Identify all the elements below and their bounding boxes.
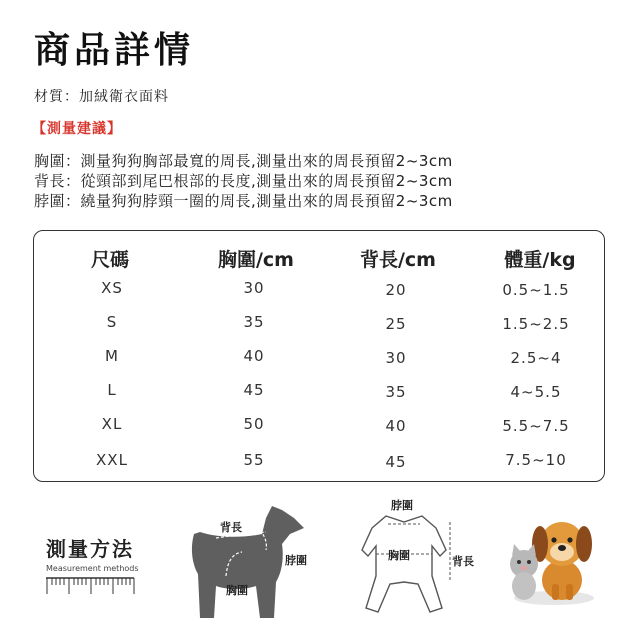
garment-label-neck: 脖圍: [391, 499, 413, 512]
table-cell: M: [105, 347, 119, 365]
table-cell: XL: [101, 415, 123, 433]
table-cell: 1.5~2.5: [502, 315, 570, 333]
garment-label-back: 背長: [452, 555, 474, 568]
size-table: [33, 230, 605, 482]
dog-label-chest: 胸圍: [226, 584, 248, 597]
table-cell: L: [107, 381, 117, 399]
table-cell: 2.5~4: [510, 349, 562, 367]
table-cell: 50: [243, 415, 265, 433]
table-cell: 35: [243, 313, 265, 331]
garment-label-chest: 胸圍: [388, 549, 410, 562]
header-size: 尺碼: [90, 249, 129, 271]
table-cell: XS: [101, 279, 123, 297]
material-info: 材質：加絨衛衣面料: [34, 89, 169, 105]
table-cell: 25: [385, 315, 407, 333]
table-cell: 0.5~1.5: [502, 281, 570, 299]
table-cell: 30: [243, 279, 265, 297]
method-subtitle: Measurement methods: [46, 564, 139, 573]
dog-label-back: 背長: [220, 521, 242, 534]
table-cell: 35: [385, 383, 407, 401]
table-cell: XXL: [96, 451, 128, 469]
measure-line-chest: 胸圍：測量狗狗胸部最寬的周長,測量出來的周長預留2~3cm: [34, 152, 453, 170]
page-title: 商品詳情: [34, 30, 195, 71]
header-chest: 胸圍/cm: [217, 249, 294, 271]
method-title: 測量方法: [46, 537, 134, 561]
table-cell: 7.5~10: [505, 451, 567, 469]
table-cell: 40: [385, 417, 407, 435]
cat-and-dog-illustration-icon: [494, 514, 600, 610]
measure-line-back: 背長：從頸部到尾巴根部的長度,測量出來的周長預留2~3cm: [34, 172, 453, 190]
measure-line-neck: 脖圍：繞量狗狗脖頸一圈的周長,測量出來的周長預留2~3cm: [34, 192, 453, 210]
table-cell: 45: [243, 381, 265, 399]
table-cell: 55: [243, 451, 265, 469]
advice-heading: 【測量建議】: [32, 121, 122, 137]
table-cell: 4~5.5: [510, 383, 562, 401]
ruler-icon: [44, 576, 136, 598]
table-cell: 45: [385, 453, 407, 471]
table-cell: 20: [385, 281, 407, 299]
table-cell: 30: [385, 349, 407, 367]
table-cell: 5.5~7.5: [502, 417, 570, 435]
header-weight: 體重/kg: [504, 249, 576, 271]
garment-outline-icon: [346, 512, 466, 618]
dog-label-neck: 脖圍: [285, 554, 307, 567]
header-back: 背長/cm: [359, 249, 436, 271]
table-cell: 40: [243, 347, 265, 365]
table-cell: S: [106, 313, 118, 331]
